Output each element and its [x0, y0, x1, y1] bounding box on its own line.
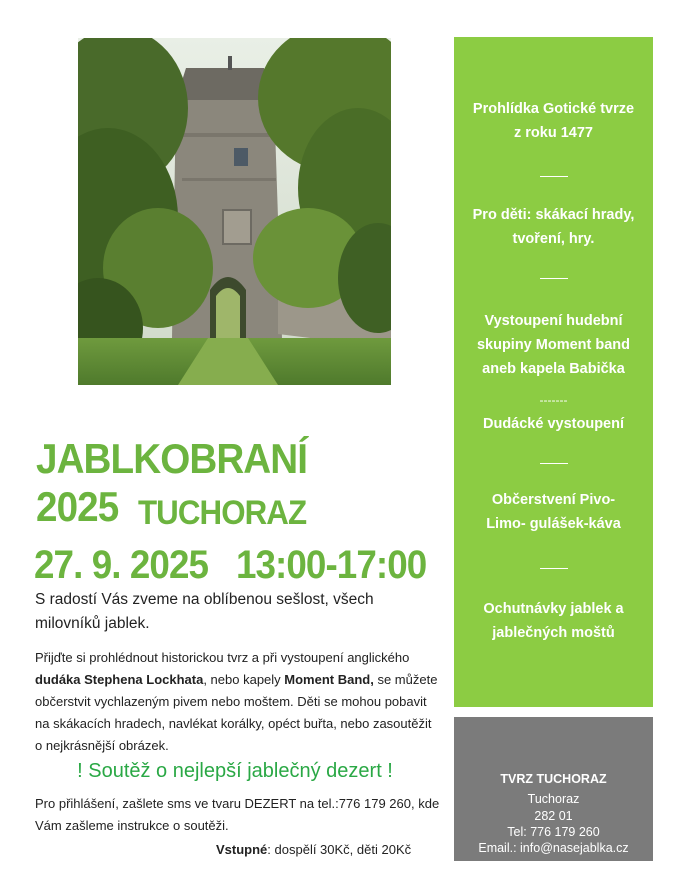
contact-name: TVRZ TUCHORAZ — [500, 772, 607, 786]
admission-label: Vstupné — [216, 842, 268, 857]
separator — [540, 278, 568, 279]
program-item-refreshments: Občerstvení Pivo- Limo- gulášek-káva — [486, 492, 621, 532]
admission-price — [216, 842, 411, 857]
program-panel — [454, 37, 653, 707]
dash-separator: ------- — [539, 393, 568, 407]
separator — [540, 463, 568, 464]
event-datetime: 27. 9. 2025 13:00-17:00 — [34, 543, 427, 587]
program-item-kids: Pro děti: skákací hrady, tvoření, hry. — [472, 207, 635, 247]
contact-email[interactable]: Email.: info@nasejablka.cz — [478, 841, 629, 855]
signup-text: Pro přihlášení, zašlete sms ve tvaru DEZERT na tel.:776 179 260, kde Vám zašleme instrukce o soutěži. — [35, 796, 440, 833]
admission-value: : dospělí 30Kč, děti 20Kč — [267, 842, 412, 857]
body-text — [35, 647, 440, 757]
tower-photo — [78, 38, 391, 385]
program-item-pipes: Dudácké vystoupení — [482, 416, 624, 432]
contact-box — [454, 717, 653, 861]
program-item-tour: Prohlídka Gotické tvrze z roku 1477 — [472, 101, 635, 141]
body-part-2: , nebo kapely — [203, 672, 285, 687]
event-title: JABLKOBRANÍ 2025 — [36, 435, 308, 530]
intro-text: S radostí Vás zveme na oblíbenou sešlost, všech milovníků jablek. — [35, 591, 374, 632]
contact-phone: Tel: 776 179 260 — [507, 825, 600, 839]
body-part-1: Přijďte si prohlédnout historickou tvrz a při vystoupení anglického — [35, 650, 410, 665]
separator — [540, 568, 568, 569]
separator — [540, 176, 568, 177]
contest-banner: ! Soutěž o nejlepší jablečný dezert ! — [77, 760, 393, 782]
piper-name: dudáka Stephena Lockhata — [35, 672, 204, 687]
program-item-band: Vystoupení hudební skupiny Moment band aneb kapela Babička — [476, 313, 631, 377]
event-place: TUCHORAZ — [138, 494, 307, 532]
band-name: Moment Band, — [284, 672, 374, 687]
program-item-tasting: Ochutnávky jablek a jablečných moštů — [483, 601, 624, 641]
body-part-3: se můžete občerstvit vychlazeným pivem nebo moštem. Děti se mohou pobavit na skákacích hradech, navlékat korálky, opéct buřta, nebo zasoutěžit o nejkrásnější obrázek. — [35, 672, 438, 753]
contact-town: Tuchoraz — [527, 792, 580, 806]
contact-zip: 282 01 — [534, 809, 573, 823]
